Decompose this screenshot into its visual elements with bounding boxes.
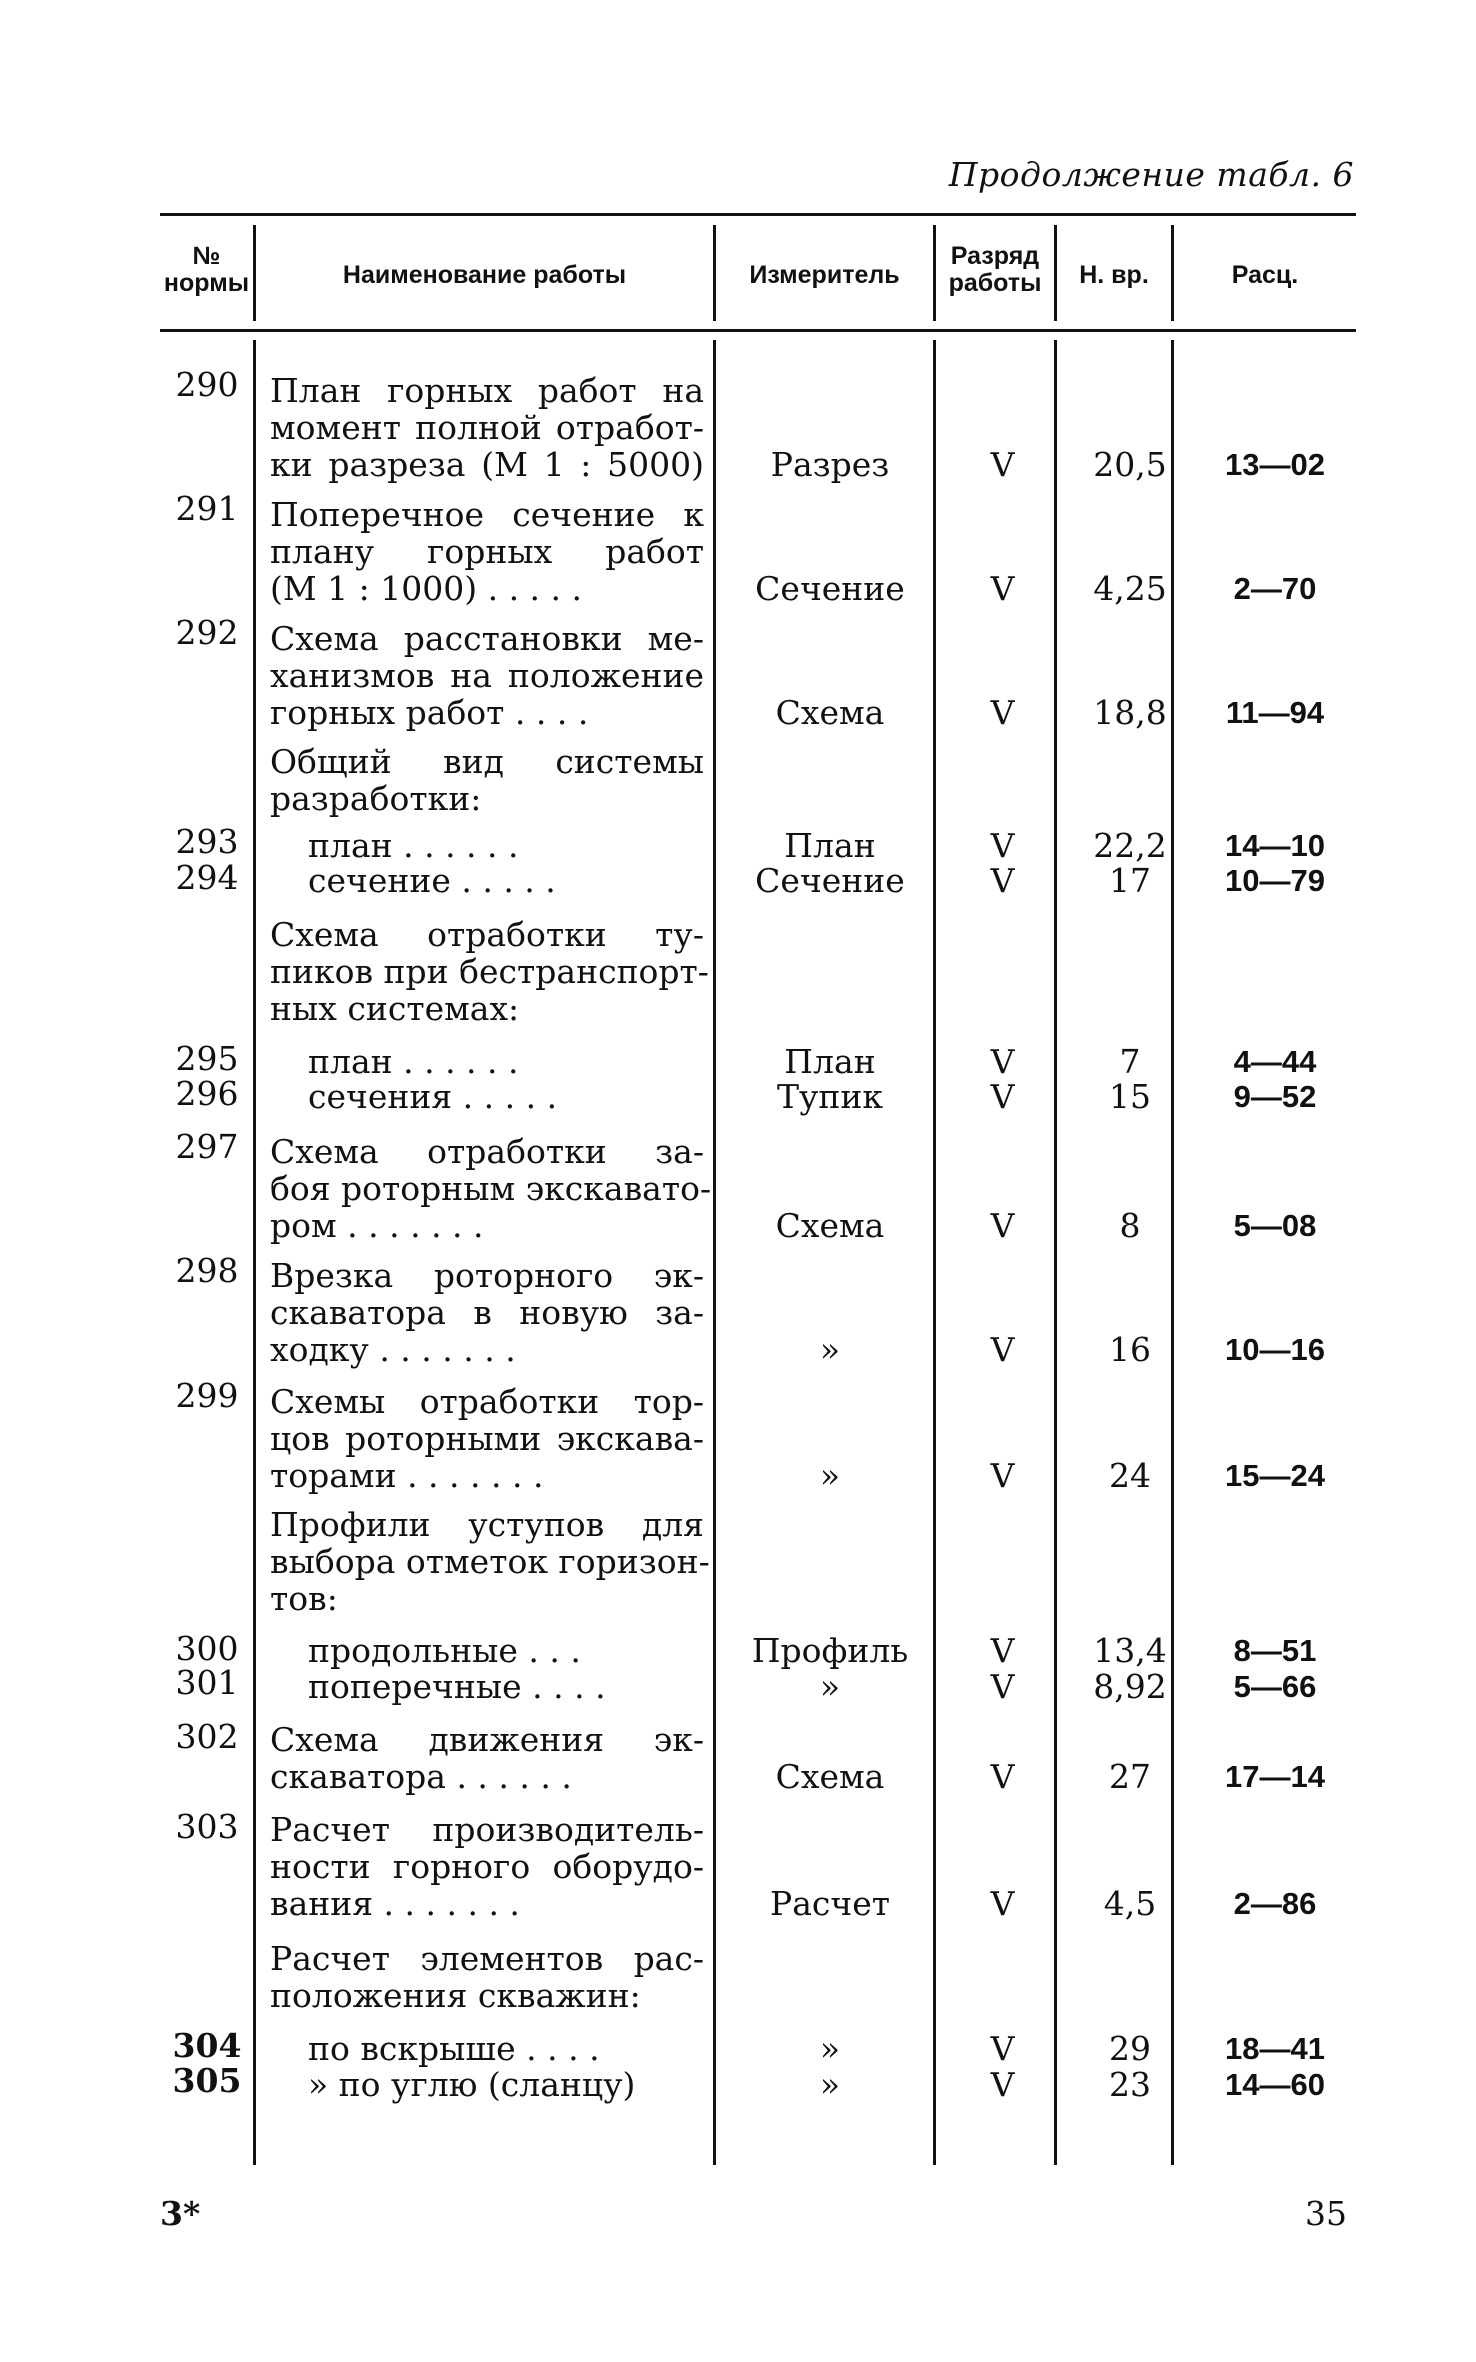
row-name-line: скаватора . . . . . . bbox=[270, 1757, 572, 1796]
page-number: 35 bbox=[1305, 2194, 1347, 2233]
header-rate: Расц. bbox=[1231, 261, 1299, 289]
row-meter: » bbox=[819, 2065, 841, 2104]
row-name-line: (М 1 : 1000) . . . . . bbox=[270, 569, 583, 608]
row-name-line: торами . . . . . . . bbox=[270, 1456, 544, 1495]
row-time-norm: 16 bbox=[1109, 1330, 1151, 1369]
row-grade: V bbox=[990, 826, 1015, 865]
row-meter: Схема bbox=[775, 1757, 885, 1796]
row-grade: V bbox=[990, 1330, 1015, 1369]
row-rate: 18—41 bbox=[1225, 2031, 1325, 2066]
row-time-norm: 4,25 bbox=[1093, 569, 1167, 608]
row-number: 292 bbox=[175, 613, 239, 652]
group-heading-line: пиков при бестранспорт- bbox=[270, 952, 709, 991]
row-number: 291 bbox=[175, 489, 239, 528]
row-time-norm: 22,2 bbox=[1093, 826, 1167, 865]
row-name-line: вания . . . . . . . bbox=[270, 1884, 520, 1923]
row-name-line: » по углю (сланцу) bbox=[308, 2065, 636, 2104]
row-grade: V bbox=[990, 445, 1015, 484]
row-name-line: боя роторным экскавато- bbox=[270, 1169, 712, 1208]
row-meter: План bbox=[784, 1042, 876, 1081]
row-number: 304 bbox=[172, 2026, 242, 2065]
column-divider bbox=[253, 340, 256, 2165]
row-meter: Тупик bbox=[776, 1077, 884, 1116]
row-rate: 10—16 bbox=[1225, 1332, 1325, 1367]
row-rate: 14—10 bbox=[1225, 828, 1325, 863]
row-name-line: Схема движения эк- bbox=[270, 1720, 704, 1759]
row-rate: 8—51 bbox=[1233, 1633, 1317, 1668]
row-time-norm: 29 bbox=[1109, 2029, 1151, 2068]
header-number-line: нормы bbox=[163, 269, 250, 297]
row-time-norm: 17 bbox=[1109, 861, 1151, 900]
row-time-norm: 13,4 bbox=[1093, 1631, 1167, 1670]
row-time-norm: 4,5 bbox=[1103, 1884, 1157, 1923]
group-heading-line: разработки: bbox=[270, 779, 482, 818]
row-time-norm: 7 bbox=[1119, 1042, 1141, 1081]
row-time-norm: 24 bbox=[1109, 1456, 1151, 1495]
row-name-line: плану горных работ bbox=[270, 532, 704, 571]
group-heading-line: Схема отработки ту- bbox=[270, 915, 704, 954]
row-grade: V bbox=[990, 1077, 1015, 1116]
row-name-line: по вскрыше . . . . bbox=[308, 2029, 600, 2068]
row-name-line: ности горного оборудо- bbox=[270, 1847, 704, 1886]
row-grade: V bbox=[990, 2029, 1015, 2068]
row-meter: Сечение bbox=[755, 861, 905, 900]
row-meter: » bbox=[819, 1330, 841, 1369]
row-rate: 17—14 bbox=[1225, 1759, 1325, 1794]
row-grade: V bbox=[990, 1667, 1015, 1706]
row-name-line: Расчет производитель- bbox=[270, 1810, 704, 1849]
row-grade: V bbox=[990, 861, 1015, 900]
row-name-line: план . . . . . . bbox=[308, 1042, 519, 1081]
row-time-norm: 27 bbox=[1109, 1757, 1151, 1796]
group-heading-line: Профили уступов для bbox=[270, 1505, 704, 1544]
row-number: 290 bbox=[175, 365, 239, 404]
row-grade: V bbox=[990, 693, 1015, 732]
row-meter: Разрез bbox=[770, 445, 890, 484]
group-heading-line: Расчет элементов рас- bbox=[270, 1939, 704, 1978]
row-grade: V bbox=[990, 1206, 1015, 1245]
row-name-line: Схема расстановки ме- bbox=[270, 619, 704, 658]
row-grade: V bbox=[990, 569, 1015, 608]
column-divider bbox=[713, 340, 716, 2165]
row-name-line: момент полной отработ- bbox=[270, 408, 704, 447]
row-number: 303 bbox=[175, 1807, 239, 1846]
row-grade: V bbox=[990, 1042, 1015, 1081]
row-time-norm: 8 bbox=[1119, 1206, 1141, 1245]
row-name-line: План горных работ на bbox=[270, 371, 704, 410]
row-number: 305 bbox=[172, 2061, 242, 2100]
row-grade: V bbox=[990, 1456, 1015, 1495]
row-time-norm: 8,92 bbox=[1093, 1667, 1167, 1706]
row-rate: 13—02 bbox=[1225, 447, 1325, 482]
group-heading-line: выбора отметок горизон- bbox=[270, 1542, 710, 1581]
header-work-name: Наименование работы bbox=[342, 261, 627, 289]
row-time-norm: 18,8 bbox=[1093, 693, 1167, 732]
row-rate: 9—52 bbox=[1233, 1079, 1317, 1114]
row-meter: План bbox=[784, 826, 876, 865]
row-number: 295 bbox=[175, 1039, 239, 1078]
table-top-rule bbox=[160, 213, 1356, 216]
group-heading-line: Общий вид системы bbox=[270, 742, 704, 781]
row-name-line: скаватора в новую за- bbox=[270, 1293, 704, 1332]
row-name-line: Поперечное сечение к bbox=[270, 495, 704, 534]
row-grade: V bbox=[990, 2065, 1015, 2104]
row-meter: » bbox=[819, 2029, 841, 2068]
row-number: 302 bbox=[175, 1717, 239, 1756]
row-name-line: сечение . . . . . bbox=[308, 861, 556, 900]
row-time-norm: 20,5 bbox=[1093, 445, 1167, 484]
row-rate: 5—66 bbox=[1233, 1669, 1317, 1704]
row-time-norm: 23 bbox=[1109, 2065, 1151, 2104]
row-name-line: Схемы отработки тор- bbox=[270, 1382, 704, 1421]
header-number bbox=[160, 243, 253, 297]
header-grade bbox=[936, 243, 1054, 297]
row-name-line: продольные . . . bbox=[308, 1631, 581, 1670]
row-meter: » bbox=[819, 1456, 841, 1495]
row-grade: V bbox=[990, 1884, 1015, 1923]
table-header-rule bbox=[160, 329, 1356, 332]
row-number: 300 bbox=[175, 1629, 239, 1668]
row-rate: 5—08 bbox=[1233, 1208, 1317, 1243]
row-grade: V bbox=[990, 1631, 1015, 1670]
row-number: 293 bbox=[175, 822, 239, 861]
header-meter: Измеритель bbox=[749, 261, 900, 289]
row-name-line: ханизмов на положение bbox=[270, 656, 704, 695]
group-heading-line: положения скважин: bbox=[270, 1976, 641, 2015]
row-name-line: Схема отработки за- bbox=[270, 1132, 704, 1171]
header-number-line: № bbox=[192, 242, 221, 270]
row-meter: » bbox=[819, 1667, 841, 1706]
row-rate: 10—79 bbox=[1225, 863, 1325, 898]
row-meter: Схема bbox=[775, 693, 885, 732]
group-heading-line: ных системах: bbox=[270, 989, 520, 1028]
row-number: 294 bbox=[175, 858, 239, 897]
row-meter: Сечение bbox=[755, 569, 905, 608]
header-grade-line: работы bbox=[948, 269, 1042, 297]
header-grade-line: Разряд bbox=[950, 242, 1040, 270]
row-rate: 14—60 bbox=[1225, 2067, 1325, 2102]
row-name-line: сечения . . . . . bbox=[308, 1077, 558, 1116]
row-name-line: поперечные . . . . bbox=[308, 1667, 606, 1706]
row-name-line: горных работ . . . . bbox=[270, 693, 589, 732]
row-time-norm: 15 bbox=[1109, 1077, 1151, 1116]
row-rate: 15—24 bbox=[1225, 1458, 1325, 1493]
row-name-line: ки разреза (М 1 : 5000) bbox=[270, 445, 704, 484]
row-name-line: цов роторными экскава- bbox=[270, 1419, 704, 1458]
row-rate: 4—44 bbox=[1233, 1044, 1317, 1079]
table-caption: Продолжение табл. 6 bbox=[948, 155, 1354, 194]
row-number: 301 bbox=[175, 1663, 239, 1702]
row-number: 297 bbox=[175, 1127, 239, 1166]
row-name-line: план . . . . . . bbox=[308, 826, 519, 865]
signature-mark: 3* bbox=[160, 2194, 201, 2233]
row-rate: 2—86 bbox=[1233, 1886, 1317, 1921]
row-rate: 2—70 bbox=[1233, 571, 1317, 606]
row-meter: Схема bbox=[775, 1206, 885, 1245]
row-grade: V bbox=[990, 1757, 1015, 1796]
row-name-line: Врезка роторного эк- bbox=[270, 1256, 704, 1295]
header-time-norm: Н. вр. bbox=[1079, 261, 1149, 289]
row-meter: Профиль bbox=[751, 1631, 909, 1670]
row-number: 299 bbox=[175, 1376, 239, 1415]
row-meter: Расчет bbox=[770, 1884, 890, 1923]
row-number: 298 bbox=[175, 1251, 239, 1290]
group-heading-line: тов: bbox=[270, 1579, 338, 1618]
row-name-line: ром . . . . . . . bbox=[270, 1206, 484, 1245]
row-name-line: ходку . . . . . . . bbox=[270, 1330, 516, 1369]
row-rate: 11—94 bbox=[1225, 695, 1325, 730]
row-number: 296 bbox=[175, 1074, 239, 1113]
